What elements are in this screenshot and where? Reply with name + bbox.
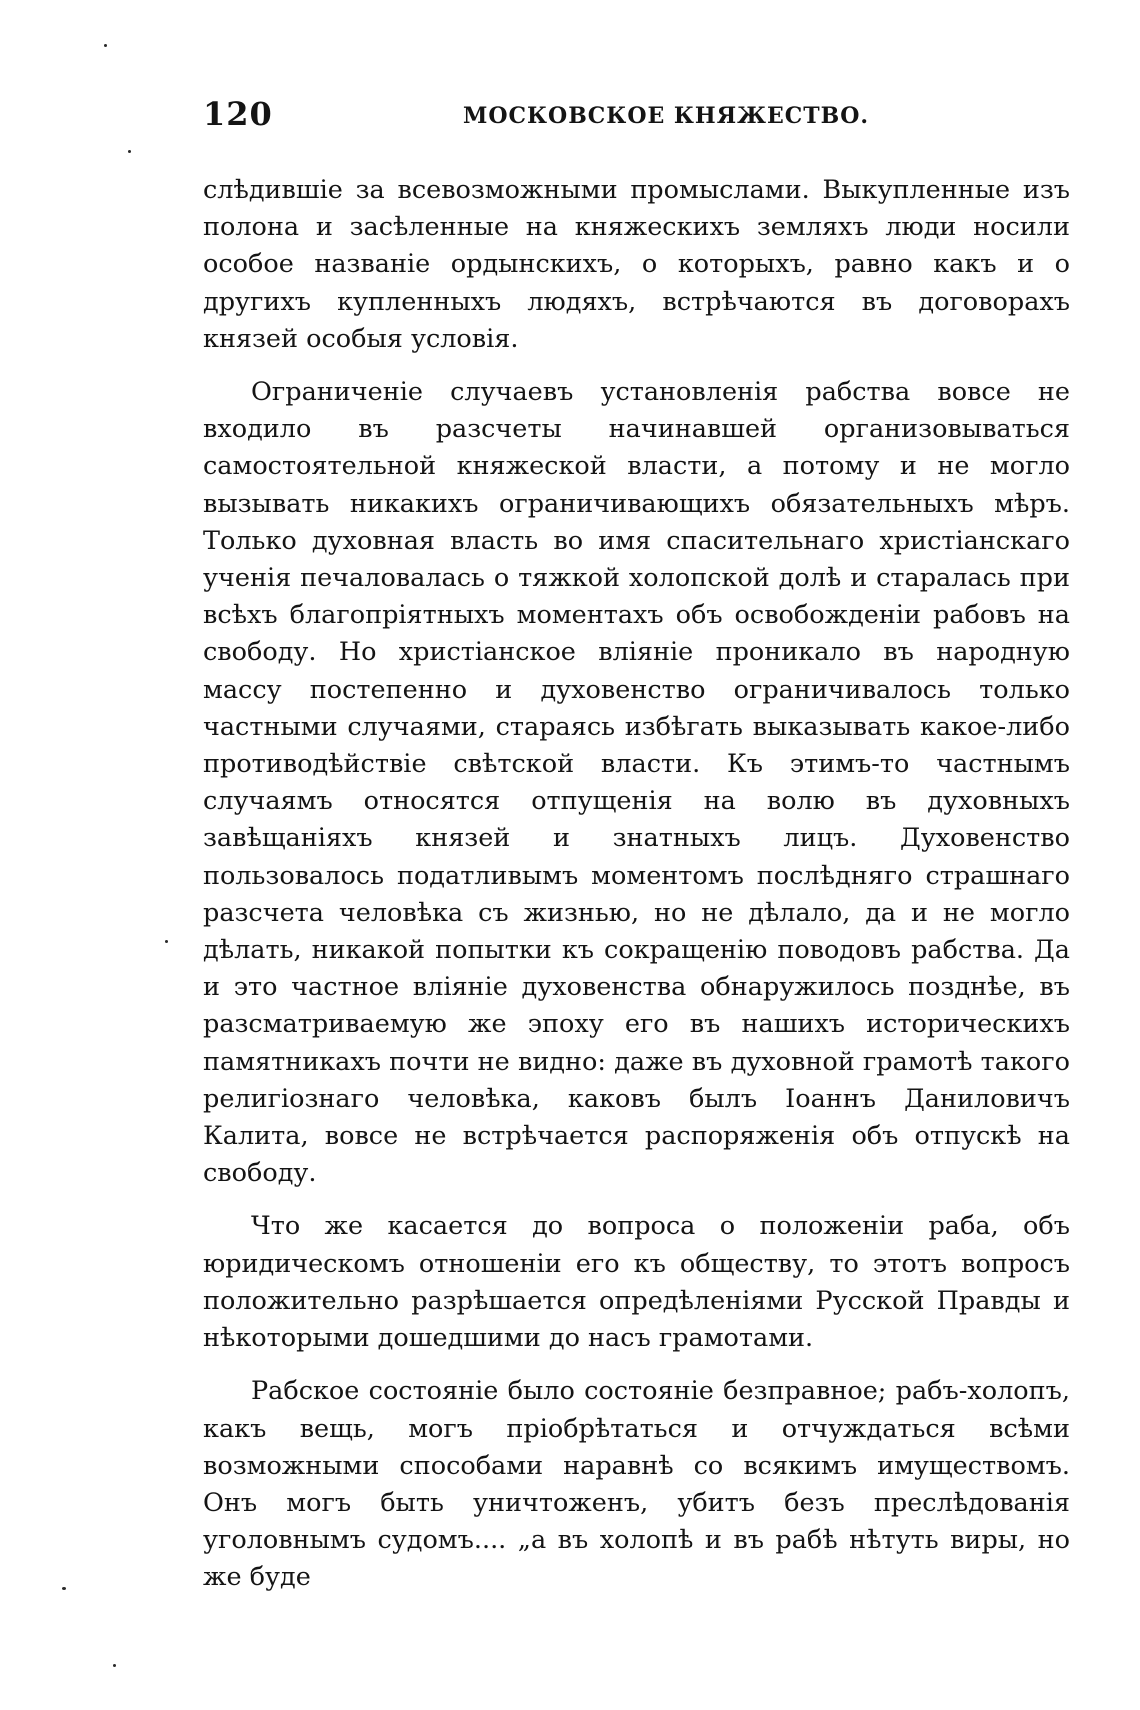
paragraph-3: Что же касается до вопроса о положеніи раба, объ юридическомъ отношеніи его къ обществу, то этотъ вопросъ положительно разрѣшается опредѣленіями Русской Правды и нѣкоторыми дошедшими до насъ грамотами. [203, 1211, 1070, 1354]
running-title: МОСКОВСКОЕ КНЯЖЕСТВО. [463, 103, 870, 129]
scan-speck [113, 1664, 116, 1667]
page-header [203, 95, 1070, 145]
page-number: 120 [203, 95, 273, 133]
paragraph-1: слѣдившіе за всевозможными промыслами. Выкупленные изъ полона и засѣленные на княжескихъ земляхъ люди носили особое названіе ордынскихъ, о которыхъ, равно какъ и о другихъ купленныхъ людяхъ, встрѣчаются въ договорахъ князей особыя условія. [203, 175, 1070, 354]
scan-speck [62, 1587, 66, 1590]
scan-speck [165, 940, 168, 943]
scan-speck [104, 44, 107, 47]
paragraph-4: Рабское состояніе было состояніе безправное; рабъ-холопъ, какъ вещь, могъ пріобрѣтаться и отчуждаться всѣми возможными способами наравнѣ со всякимъ имуществомъ. Онъ могъ быть уничтоженъ, убитъ безъ преслѣдованія уголовнымъ судомъ.... „а въ холопѣ и въ рабѣ нѣтуть виры, но же буде [203, 1376, 1070, 1593]
scan-speck [128, 150, 131, 153]
body-text [203, 172, 1070, 1613]
paragraph-2: Ограниченіе случаевъ установленія рабства вовсе не входило въ разсчеты начинавшей организовываться самостоятельной княжеской власти, а потому и не могло вызывать никакихъ ограничивающихъ обязательныхъ мѣръ. Только духовная власть во имя спасительнаго христіанскаго ученія печаловалась о тяжкой холопской долѣ и старалась при всѣхъ благопріятныхъ моментахъ объ освобожденіи рабовъ на свободу. Но христіанское вліяніе проникало въ народную массу постепенно и духовенство ограничивалось только частными случаями, стараясь избѣгать выказывать какое-либо противодѣйствіе свѣтской власти. Къ этимъ-то частнымъ случаямъ относятся отпущенія на волю въ духовныхъ завѣщаніяхъ князей и знатныхъ лицъ. Духовенство пользовалось податливымъ моментомъ послѣдняго страшнаго разсчета человѣка съ жизнью, но не дѣлало, да и не могло дѣлать, никакой попытки къ сокращенію поводовъ рабства. Да и это частное вліяніе духовенства обнаружилось позднѣе, въ разсматриваемую же эпоху его въ нашихъ историческихъ памятникахъ почти не видно: даже въ духовной грамотѣ такого религіознаго человѣка, каковъ былъ Іоаннъ Даниловичъ Калита, вовсе не встрѣчается распоряженія объ отпускѣ на свободу. [203, 377, 1070, 1189]
